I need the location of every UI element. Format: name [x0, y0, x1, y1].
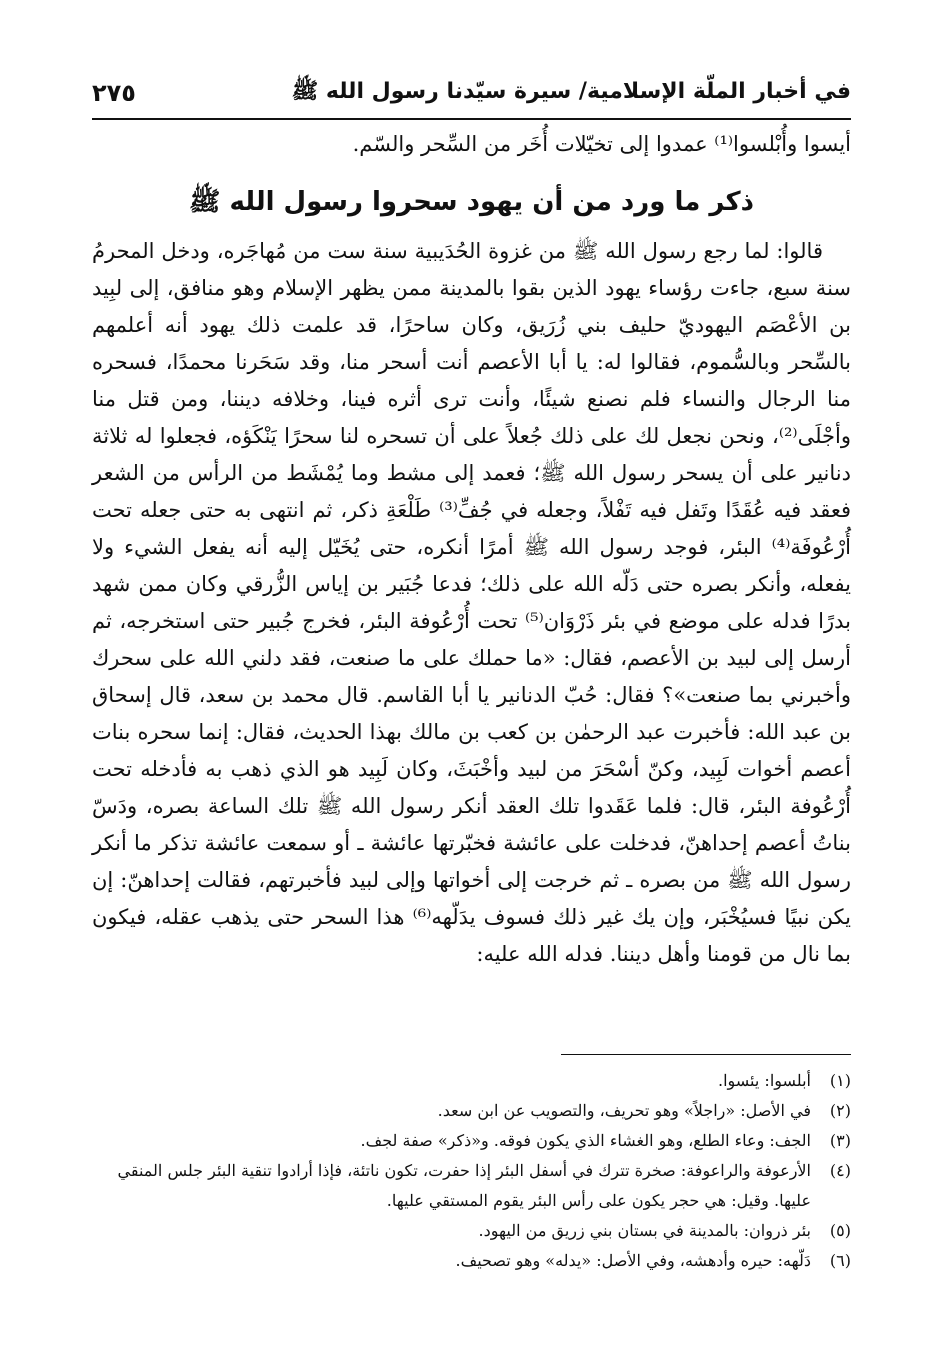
footnote-number: (٥): [829, 1221, 851, 1240]
footnote-text: الأرعوفة والراعوفة: صخرة تترك في أسفل البئر إذا حفرت، تكون ناتئة، فإذا أرادوا تنقية البئر جلس المنقي عليها. وقيل: هي حجر يكون على رأس البئر يقوم المستقي عليها.: [117, 1161, 811, 1210]
footnote-text: أبلسوا: يئسوا.: [717, 1071, 811, 1090]
running-head: [92, 72, 851, 114]
footnote: [92, 1066, 851, 1096]
section-heading: ذكر ما ورد من أن يهود سحروا رسول الله ﷺ: [188, 187, 755, 217]
page-number: ٢٧٥: [92, 79, 136, 107]
opening-line: أيسوا وأُبْلسوا⁽¹⁾ عمدوا إلى تخيّلات أُخَر من السِّحر والسّم.: [352, 132, 851, 156]
footnote-number: (٣): [829, 1131, 851, 1150]
running-title: في أخبار الملّة الإسلامية/ سيرة سيّدنا رسول الله ﷺ: [291, 79, 851, 104]
footnote-text: الجف: وعاء الطلع، وهو الغشاء الذي يكون فوقه. و«ذكر» صفة لجف.: [360, 1131, 811, 1150]
footnote-separator: [561, 1054, 851, 1055]
footnote: [92, 1096, 851, 1126]
footnote: [92, 1156, 851, 1216]
footnote-number: (٤): [829, 1161, 851, 1180]
main-text: [92, 126, 851, 973]
footnote-number: (٢): [829, 1101, 851, 1120]
footnote: [92, 1126, 851, 1156]
footnote: [92, 1246, 851, 1276]
footnote-text: بئر ذروان: بالمدينة في بستان بني زريق من اليهود.: [478, 1221, 811, 1240]
footnote: [92, 1216, 851, 1246]
header-rule: [92, 118, 851, 120]
footnote-text: دَلّهه: حيره وأدهشه، وفي الأصل: «يدله» وهو تصحيف.: [455, 1251, 811, 1270]
footnote-text: في الأصل: «راجلاً» وهو تحريف، والتصويب عن ابن سعد.: [437, 1101, 811, 1120]
footnotes: [92, 1066, 851, 1276]
footnote-number: (٦): [829, 1251, 851, 1270]
body-paragraph: قالوا: لما رجع رسول الله ﷺ من غزوة الحُدَيبية سنة ست من مُهاجَره، ودخل المحرمُ سنة سبع، جاءت رؤساء يهود الذين بقوا بالمدينة ممن يظهر الإسلام وهو منافق، إلى لبِيد بن الأعْصَم اليهوديّ حليف بني زُرَيق، وكان ساحرًا، قد علمت ذلك يهود أنه أعلمهم بالسِّحر وبالسُّموم، فقالوا له: يا أبا الأعصم أنت أسحر منا، وقد سَحَرنا محمدًا، فسحره منا الرجال والنساء فلم نصنع شيئًا، وأنت ترى أثره فينا، وخلافه ديننا، ومن قتل منا وأجْلَى⁽²⁾، ونحن نجعل لك على ذلك جُعلاً على أن تسحره لنا سحرًا يَنْكَؤه، فجعلوا له ثلاثة دنانير على أن يسحر رسول الله ﷺ؛ فعمد إلى مشط وما يُمْشَط من الرأس من الشعر فعقد فيه عُقَدًا وتَفل فيه تَفْلاً، وجعله في جُفِّ⁽³⁾ طَلْعَةِ ذكر، ثم انتهى به حتى جعله تحت أُرْعُوفَة⁽⁴⁾ البئر، فوجد رسول الله ﷺ أمرًا أنكره، حتى يُخَيّل إليه أنه يفعل الشيء ولا يفعله، وأنكر بصره حتى دَلّه الله على ذلك؛ فدعا جُبَير بن إياس الزُّرقي وكان ممن شهد بدرًا فدله على موضع في بئر ذَرْوَان⁽⁵⁾ تحت أُرْعُوفة البئر، فخرج جُبير حتى استخرجه، ثم أرسل إلى لبيد بن الأعصم، فقال: «ما حملك على ما صنعت، فقد دلني الله على سحرك وأخبرني بما صنعت»؟ فقال: حُبّ الدنانير يا أبا القاسم. قال محمد بن سعد، قال إسحاق بن عبد الله: فأخبرت عبد الرحمٰن بن كعب بن مالك بهذا الحديث، فقال: إنما سحره بنات أعصم أخوات لَبِيد، وكنّ أسْحَرَ من لبيد وأخْبَثَ، وكان لَبِيد هو الذي ذهب به فأدخله تحت أُرْعُوفة البئر، قال: فلما عَقَدوا تلك العقد أنكر رسول الله ﷺ تلك الساعة بصره، ودَسّ بناتُ أعصم إحداهنّ، فدخلت على عائشة فخبّرتها عائشة ـ أو سمعت عائشة تذكر ما أنكر رسول الله ﷺ من بصره ـ ثم خرجت إلى أخواتها وإلى لبيد فأخبرتهم، فقالت إحداهنّ: إن يكن نبيًا فسيُخْبَر، وإن يك غير ذلك فسوف يدَلّهه⁽⁶⁾ هذا السحر حتى يذهب عقله، فيكون بما نال من قومنا وأهل ديننا. فدله الله عليه:: [92, 239, 852, 966]
footnote-number: (١): [829, 1071, 851, 1090]
